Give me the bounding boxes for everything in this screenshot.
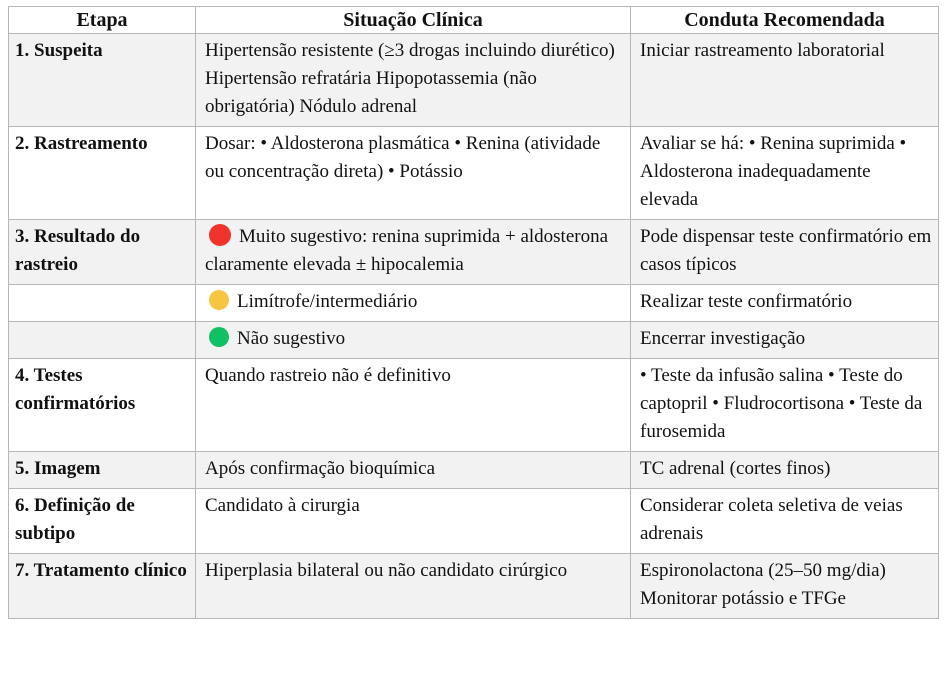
situacao-text: Muito sugestivo: renina suprimida + aldosterona claramente elevada ± hipocalemia	[205, 226, 609, 275]
table-row-resultado-nao-sugestivo	[9, 322, 939, 359]
etapa-cell: 2. Rastreamento	[9, 127, 196, 220]
conduta-cell: Realizar teste confirmatório	[631, 285, 939, 322]
situacao-cell	[196, 220, 631, 285]
situacao-cell	[196, 127, 631, 220]
situacao-cell	[196, 554, 631, 619]
etapa-cell: 4. Testes confirmatórios	[9, 359, 196, 452]
situacao-cell	[196, 285, 631, 322]
situacao-text: Candidato à cirurgia	[205, 495, 360, 516]
situacao-cell	[196, 322, 631, 359]
table-row-testes-confirmatorios	[9, 359, 939, 452]
column-header-etapa: Etapa	[9, 7, 196, 34]
table-row-resultado-muito-sugestivo	[9, 220, 939, 285]
conduta-cell: Iniciar rastreamento laboratorial	[631, 34, 939, 127]
yellow-status-dot-icon	[209, 290, 229, 310]
situacao-text: Limítrofe/intermediário	[237, 291, 418, 312]
table-row-resultado-limitrofe	[9, 285, 939, 322]
header-row	[9, 7, 939, 34]
conduta-cell: Encerrar investigação	[631, 322, 939, 359]
table-row-definicao-subtipo	[9, 489, 939, 554]
conduta-cell: Pode dispensar teste confirmatório em casos típicos	[631, 220, 939, 285]
etapa-cell: 7. Tratamento clínico	[9, 554, 196, 619]
etapa-cell: 3. Resultado do rastreio	[9, 220, 196, 285]
table-row-suspeita	[9, 34, 939, 127]
situacao-text: Após confirmação bioquímica	[205, 458, 436, 479]
red-status-dot-icon	[209, 224, 231, 246]
situacao-text: Quando rastreio não é definitivo	[205, 365, 451, 386]
conduta-cell: • Teste da infusão salina • Teste do captopril • Fludrocortisona • Teste da furosemida	[631, 359, 939, 452]
situacao-cell	[196, 34, 631, 127]
diagnosis-workflow-table	[8, 6, 939, 619]
etapa-cell	[9, 322, 196, 359]
column-header-situacao-clinica: Situação Clínica	[196, 7, 631, 34]
conduta-cell: Espironolactona (25–50 mg/dia) Monitorar potássio e TFGe	[631, 554, 939, 619]
table-row-imagem	[9, 452, 939, 489]
column-header-conduta-recomendada: Conduta Recomendada	[631, 7, 939, 34]
conduta-cell: TC adrenal (cortes finos)	[631, 452, 939, 489]
conduta-cell: Avaliar se há: • Renina suprimida • Aldosterona inadequadamente elevada	[631, 127, 939, 220]
situacao-cell	[196, 452, 631, 489]
etapa-cell	[9, 285, 196, 322]
table-row-tratamento-clinico	[9, 554, 939, 619]
situacao-cell	[196, 489, 631, 554]
situacao-cell	[196, 359, 631, 452]
conduta-cell: Considerar coleta seletiva de veias adrenais	[631, 489, 939, 554]
etapa-cell: 1. Suspeita	[9, 34, 196, 127]
etapa-cell: 6. Definição de subtipo	[9, 489, 196, 554]
situacao-text: Hiperplasia bilateral ou não candidato cirúrgico	[205, 560, 568, 581]
etapa-cell: 5. Imagem	[9, 452, 196, 489]
green-status-dot-icon	[209, 327, 229, 347]
situacao-text: Dosar: • Aldosterona plasmática • Renina (atividade ou concentração direta) • Potássio	[205, 133, 601, 182]
table-row-rastreamento	[9, 127, 939, 220]
situacao-text: Hipertensão resistente (≥3 drogas incluindo diurético) Hipertensão refratária Hipopotassemia (não obrigatória) Nódulo adrenal	[205, 40, 615, 117]
situacao-text: Não sugestivo	[237, 328, 346, 349]
